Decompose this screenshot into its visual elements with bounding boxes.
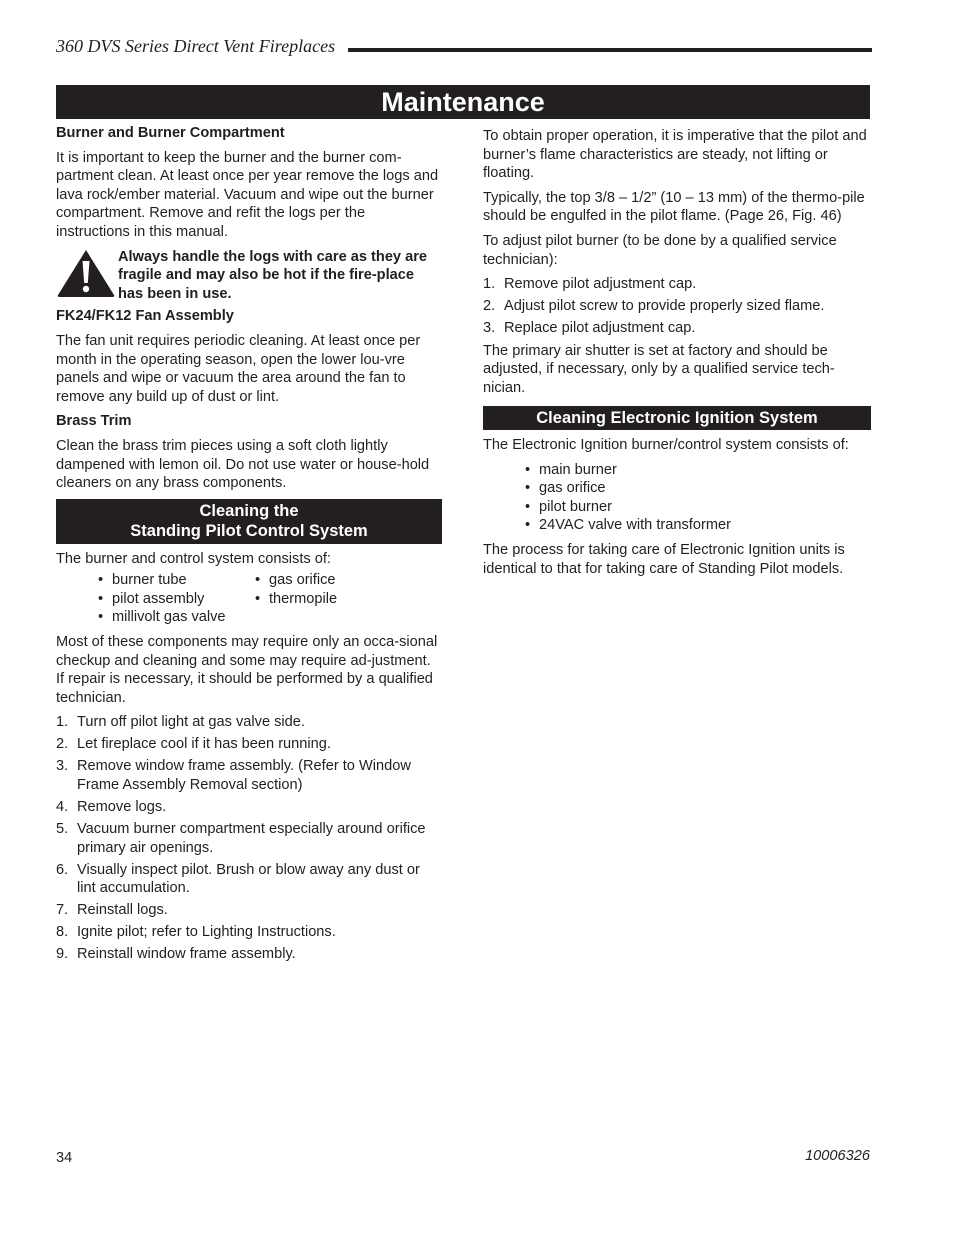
step-text: Adjust pilot screw to provide properly sized flame. [504,298,825,315]
fan-heading: FK24/FK12 Fan Assembly [56,308,234,325]
consists-text: The burner and control system consists of: [56,550,331,567]
brass-heading: Brass Trim [56,413,132,430]
list-item [483,297,871,316]
list-item: • millivolt gas valve [98,608,255,627]
list-item [483,275,871,294]
step-text: Turn off pilot light at gas valve side. [77,714,305,731]
list-item: • pilot assembly [98,590,255,609]
checkup-text: Most of these components may require only an occa-sional checkup and cleaning and some may require ad-justment. If repair is necessary, it should be performed by a qualified technician. [56,634,438,706]
components-col1 [98,571,255,627]
list-item: • thermopile [255,590,337,609]
list-item [483,319,871,338]
ei-intro: The Electronic Ignition burner/control system consists of: [483,437,849,453]
warning-callout [56,248,442,304]
step-number: 2. [483,298,496,315]
list-item [56,757,442,794]
list-item: • main burner [525,461,871,480]
list-item [56,901,442,920]
page-number: 34 [56,1150,73,1166]
list-item [56,713,442,732]
left-column [56,124,442,967]
step-text: Reinstall window frame assembly. [77,946,296,963]
step-text: Remove logs. [77,798,167,815]
standing-pilot-section-heading [56,499,442,544]
burner-text: It is important to keep the burner and the burner com-partment clean. At least once per year remove the logs and lava rock/ember material. Vacuum and wipe out the burner compartment. Remove and refit the logs per the instructions in this manual. [56,149,439,240]
electronic-ignition-section-heading: Cleaning Electronic Ignition System [483,406,871,431]
list-item [56,923,442,942]
step-text: Vacuum burner compartment especially around orifice primary air openings. [77,820,426,856]
list-item: • pilot burner [525,498,871,517]
step-number: 9. [56,946,69,963]
step-number: 3. [483,320,496,337]
list-item: • burner tube [98,571,255,590]
fan-text: The fan unit requires periodic cleaning. At least once per month in the operating season, open the lower lou-vre panels and wipe or vacuum the area around the fan to remove any build up of dust or lint. [56,332,421,405]
brass-text: Clean the brass trim pieces using a soft cloth lightly dampened with lemon oil. Do not use water or house-hold cleaners on any brass components. [56,437,430,492]
adjust-intro: To adjust pilot burner (to be done by a qualified service technician): [483,232,837,268]
step-number: 4. [56,798,69,815]
section-title-line1: Cleaning the [199,501,299,520]
document-number: 10006326 [805,1148,870,1164]
warning-text: Always handle the logs with care as they are fragile and may also be hot if the fire-place has been in use. [118,248,428,302]
list-item [56,861,442,898]
adjust-steps [483,275,871,338]
step-number: 2. [56,736,69,753]
step-text: Let fireplace cool if it has been running. [77,736,331,753]
header-title: 360 DVS Series Direct Vent Fireplaces [56,36,336,56]
ei-process-text: The process for taking care of Electronic Ignition units is identical to that for taking care of Standing Pilot models. [483,541,845,577]
ei-components-list [525,461,871,535]
step-number: 8. [56,924,69,941]
step-text: Visually inspect pilot. Brush or blow away any dust or lint accumulation. [77,861,420,897]
step-text: Reinstall logs. [77,902,168,919]
step-text: Ignite pilot; refer to Lighting Instructions. [77,924,336,941]
list-item [56,945,442,964]
air-shutter-text: The primary air shutter is set at factory and should be adjusted, if necessary, only by a qualified service tech-nician. [483,342,835,396]
list-item [56,820,442,857]
list-item: • 24VAC valve with transformer [525,516,871,535]
step-number: 1. [56,714,69,731]
header-rule [348,48,872,52]
burner-heading: Burner and Burner Compartment [56,125,285,141]
step-number: 1. [483,276,496,293]
step-text: Remove window frame assembly. (Refer to Window Frame Assembly Removal section) [77,758,411,793]
thermopile-text: Typically, the top 3/8 – 1/2” (10 – 13 mm) of the thermo-pile should be engulfed in the pilot flame. (Page 26, Fig. 46) [483,189,865,225]
step-text: Replace pilot adjustment cap. [504,320,696,337]
step-number: 3. [56,758,69,775]
list-item [56,798,442,817]
list-item: • gas orifice [525,479,871,498]
step-number: 6. [56,861,69,878]
step-number: 5. [56,820,69,837]
step-number: 7. [56,902,69,919]
components-list [98,571,442,627]
page-title: Maintenance [56,85,870,119]
warning-triangle-icon [56,248,116,298]
list-item: • gas orifice [255,571,337,590]
step-text: Remove pilot adjustment cap. [504,276,697,293]
proper-operation-text: To obtain proper operation, it is imperative that the pilot and burner’s flame characteristics are steady, not lifting or floating. [483,128,867,182]
section-title-line2: Standing Pilot Control System [130,522,368,541]
components-col2 [255,571,337,627]
cleaning-steps [56,713,442,963]
list-item [56,735,442,754]
right-column [483,127,871,584]
